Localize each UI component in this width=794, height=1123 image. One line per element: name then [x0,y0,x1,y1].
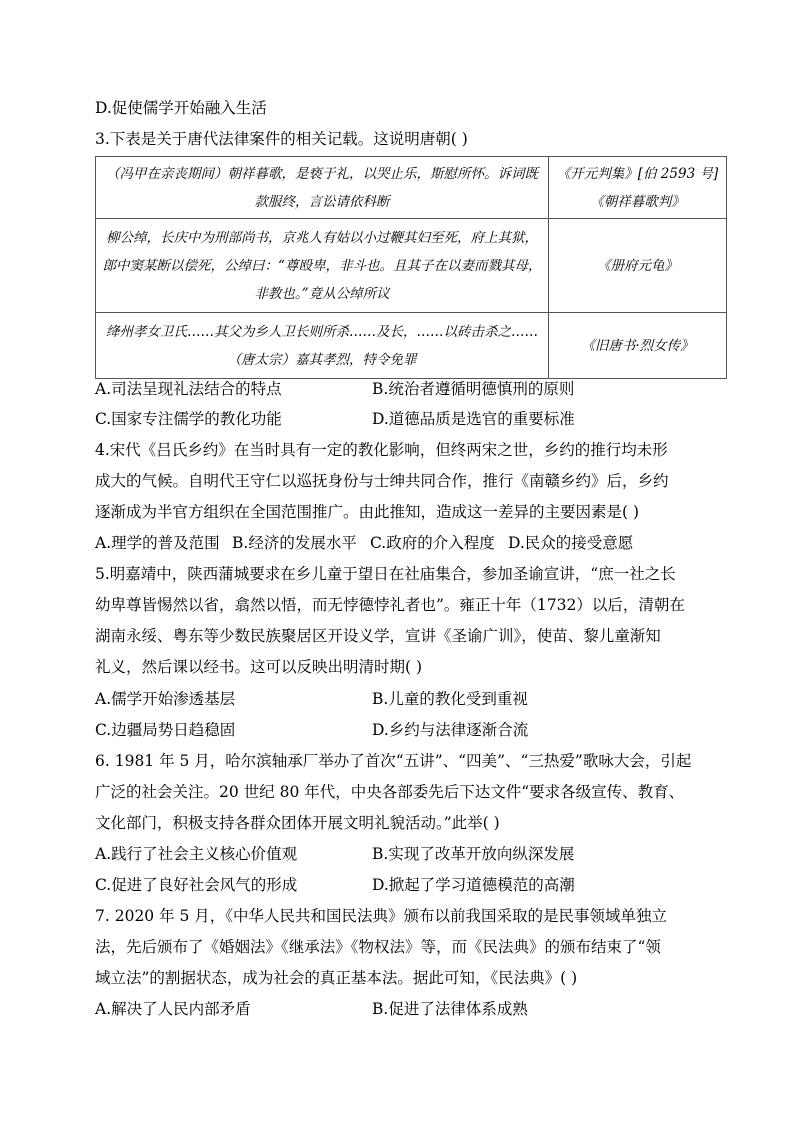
q4-option-a[interactable]: A.理学的普及范围 [95,534,220,552]
q2-option-d: D.促使儒学开始融入生活 [95,99,267,117]
record-cell: （冯甲在亲丧期间）朝祥暮歌，是亵于礼，以哭止乐，斯慰所怀。诉词既款服终，言讼请依科断 [96,157,549,219]
q4-option-c[interactable]: C.政府的介入程度 [370,534,495,552]
q5-stem-line-3: 湖南永绥、粤东等少数民族聚居区开设义学，宣讲《圣谕广训》，使苗、黎儿童渐知 [95,627,661,645]
q4-stem-line-3: 逐渐成为半官方组织在全国范围推广。由此推知，造成这一差异的主要因素是( ) [95,503,640,521]
q7-stem-line-1: 7. 2020 年 5 月，《中华人民共和国民法典》颁布以前我国采取的是民事领域单独立 [95,907,668,925]
q4-option-b[interactable]: B.经济的发展水平 [232,534,357,552]
q3-option-d[interactable]: D.道德品质是选官的重要标准 [372,410,575,428]
q6-option-b[interactable]: B.实现了改革开放向纵深发展 [372,845,575,863]
q5-option-d[interactable]: D.乡约与法律逐渐合流 [372,721,529,739]
q3-option-a[interactable]: A.司法呈现礼法结合的特点 [95,380,282,398]
q6-stem-line-1: 6. 1981 年 5 月，哈尔滨轴承厂举办了首次“五讲”、“四美”、“三热爱”歌咏大会，引起 [95,752,692,770]
q5-stem-line-4: 礼义，然后课以经书。这可以反映出明清时期( ) [95,658,423,676]
q6-option-d[interactable]: D.掀起了学习道德模范的高潮 [372,876,575,894]
record-cell: 柳公绰，长庆中为刑部尚书，京兆人有姑以小过鞭其妇至死，府上其狱，郎中窦某断以偿死，公绰曰：“尊殴卑，非斗也。且其子在以妻而戮其母，非教也。”竟从公绰所议 [96,219,549,313]
source-cell: 《册府元龟》 [549,219,727,313]
q6-stem-line-3: 文化部门，积极支持各群众团体开展文明礼貌活动。”此举( ) [95,814,500,832]
q3-records-table [95,156,727,379]
q4-stem-line-2: 成大的气候。自明代王守仁以巡抚身份与士绅共同合作，推行《南赣乡约》后，乡约 [95,472,669,490]
q5-option-b[interactable]: B.儿童的教化受到重视 [372,690,528,708]
source-cell: 《开元判集》[伯 2593 号]《朝祥暮歌判》 [549,157,727,219]
source-cell: 《旧唐书·烈女传》 [549,313,727,379]
q3-stem: 3.下表是关于唐代法律案件的相关记载。这说明唐朝( ) [95,130,468,148]
table-row [96,157,727,219]
q5-option-c[interactable]: C.边疆局势日趋稳固 [95,721,236,739]
q5-stem-line-2: 幼卑尊皆惕然以省，翕然以悟，而无悖德悖礼者也”。雍正十年（1732）以后，清朝在 [95,596,685,614]
q5-option-a[interactable]: A.儒学开始渗透基层 [95,690,236,708]
table-row [96,313,727,379]
q7-option-a[interactable]: A.解决了人民内部矛盾 [95,1000,251,1018]
table-row [96,219,727,313]
q4-stem-line-1: 4.宋代《吕氏乡约》在当时具有一定的教化影响，但终两宋之世，乡约的推行均未形 [95,441,668,459]
q5-stem-line-1: 5.明嘉靖中，陕西蒲城要求在乡儿童于望日在社庙集合，参加圣谕宣讲，“庶一社之长 [95,565,676,583]
q7-option-b[interactable]: B.促进了法律体系成熟 [372,1000,528,1018]
q6-option-c[interactable]: C.促进了良好社会风气的形成 [95,876,298,894]
q6-option-a[interactable]: A.践行了社会主义核心价值观 [95,845,298,863]
record-cell: 绛州孝女卫氏……其父为乡人卫长则所杀……及长，……以砖击杀之……（唐太宗）嘉其孝烈，特令免罪 [96,313,549,379]
q4-option-d[interactable]: D.民众的接受意愿 [508,534,634,552]
q7-stem-line-3: 域立法”的割据状态，成为社会的真正基本法。据此可知，《民法典》( ) [95,969,578,987]
q7-stem-line-2: 法，先后颁布了《婚姻法》《继承法》《物权法》等，而《民法典》的颁布结束了“领 [95,938,661,956]
q3-option-b[interactable]: B.统治者遵循明德慎刑的原则 [372,380,575,398]
q3-option-c[interactable]: C.国家专注儒学的教化功能 [95,410,282,428]
q6-stem-line-2: 广泛的社会关注。20 世纪 80 年代，中央各部委先后下达文件“要求各级宣传、教育、 [95,783,685,801]
